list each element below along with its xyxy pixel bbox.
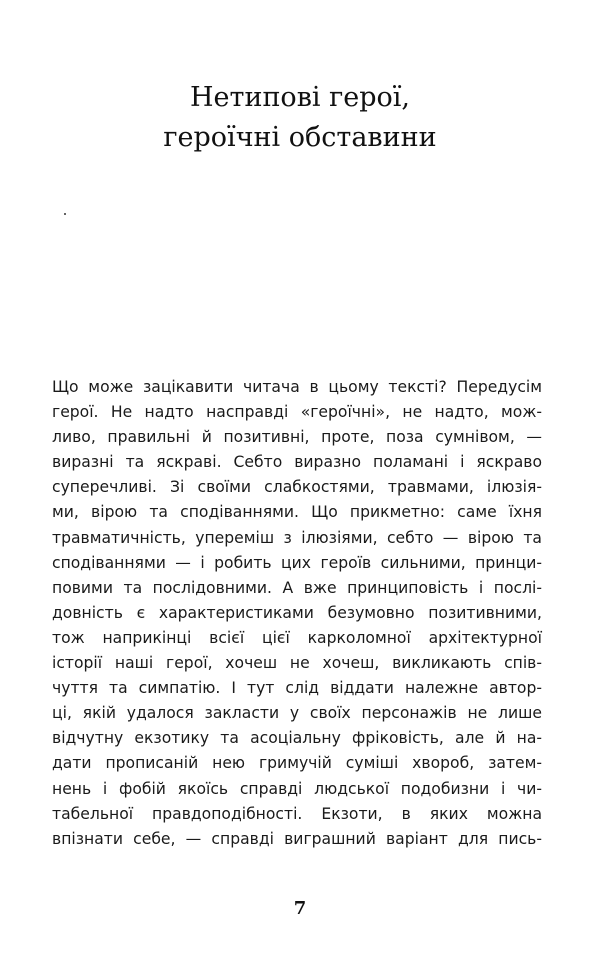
text-line: відчутну екзотику та асоціальну фріковість, але й на- [52,729,542,748]
text-line: виразні та яскраві. Себто виразно поламані і яскраво [52,453,542,472]
text-line: повими та послідовними. А вже принциповість і послі- [52,578,542,597]
text-line: ці, якій удалося закласти у своїх персонажів не лише [52,704,542,723]
text-line: довність є характеристиками безумовно позитивними, [52,603,542,622]
chapter-title [0,78,600,158]
text-line: табельної правдоподібності. Екзоти, в яких можна [52,804,542,823]
chapter-title-line-2: героїчні обставини [163,122,437,153]
text-line: травматичність, упереміш з ілюзіями, себто — вірою та [52,528,542,547]
text-line: впізнати себе, — справді виграшний варіант для пись- [52,829,542,848]
body-paragraph [52,375,542,852]
text-line: сподіваннями — і робить цих героїв сильними, принци- [52,553,542,572]
print-speck [64,213,66,215]
text-line: ми, вірою та сподіваннями. Що прикметно: саме їхня [52,503,542,522]
text-line: суперечливі. Зі своїми слабкостями, травмами, ілюзія- [52,478,542,497]
chapter-title-line-1: Нетипові герої, [189,82,410,113]
text-line: Що може зацікавити читача в цьому тексті? Передусім [52,378,542,396]
text-line: нень і фобій якоїсь справді людської подобизни і чи- [52,779,542,798]
text-line: тож наприкінці всієї цієї карколомної архітектурної [52,628,542,647]
page-number: 7 [293,898,307,919]
text-line: герої. Не надто насправді «героїчні», не надто, мож- [52,403,542,422]
text-line: ливо, правильні й позитивні, проте, поза сумнівом, — [52,428,542,447]
text-line: дати прописаній нею гримучій суміші хвороб, затем- [52,754,542,773]
text-line: чуття та симпатію. І тут слід віддати належне автор- [52,679,542,698]
text-line: історії наші герої, хочеш не хочеш, викликають спів- [52,654,542,673]
